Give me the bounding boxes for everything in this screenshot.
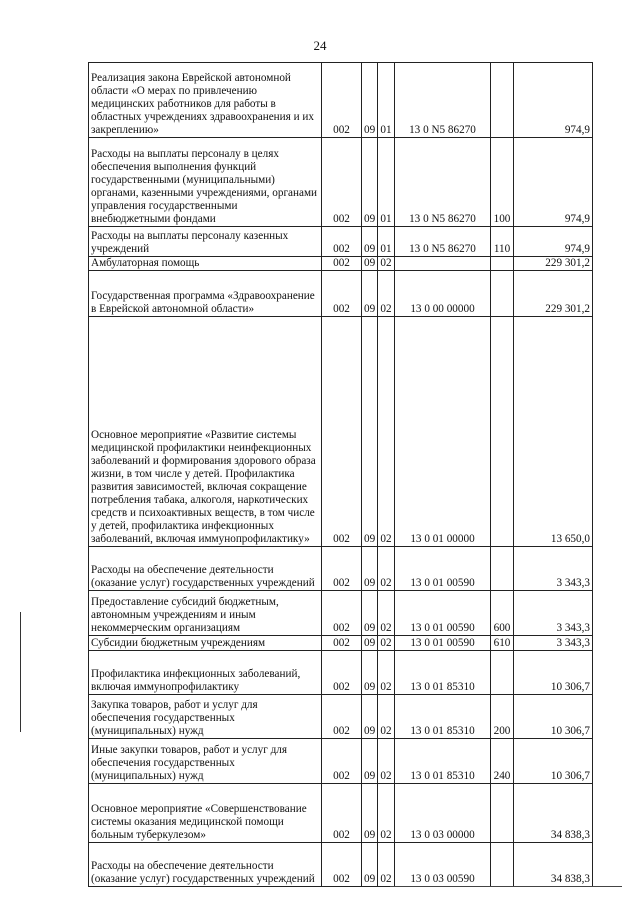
- row-expense-type-code: [491, 317, 514, 547]
- row-sum: 10 306,7: [514, 695, 593, 739]
- table-row: [89, 271, 593, 317]
- table-row: [89, 257, 593, 271]
- row-ministry-code: 002: [322, 843, 362, 887]
- row-target-code: 13 0 N5 86270: [395, 63, 491, 138]
- row-name: Основное мероприятие «Совершенствование системы оказания медицинской помощи больным туберкулезом»: [89, 784, 322, 843]
- table-row: [89, 843, 593, 887]
- row-section-code: 09: [362, 695, 378, 739]
- table-row: [89, 739, 593, 784]
- row-subsection-code: 02: [378, 271, 395, 317]
- row-target-code: 13 0 N5 86270: [395, 138, 491, 227]
- row-target-code: 13 0 03 00590: [395, 843, 491, 887]
- row-ministry-code: 002: [322, 591, 362, 636]
- row-section-code: 09: [362, 547, 378, 591]
- table-row: [89, 636, 593, 651]
- row-section-code: 09: [362, 257, 378, 271]
- row-ministry-code: 002: [322, 257, 362, 271]
- row-name: Иные закупки товаров, работ и услуг для обеспечения государственных (муниципальных) нужд: [89, 739, 322, 784]
- row-ministry-code: 002: [322, 138, 362, 227]
- row-name: Закупка товаров, работ и услуг для обеспечения государственных (муниципальных) нужд: [89, 695, 322, 739]
- table-row: [89, 317, 593, 547]
- row-subsection-code: 01: [378, 63, 395, 138]
- table-row: [89, 547, 593, 591]
- row-name: Профилактика инфекционных заболеваний, включая иммунопрофилактику: [89, 651, 322, 695]
- row-section-code: 09: [362, 591, 378, 636]
- row-target-code: 13 0 01 85310: [395, 695, 491, 739]
- row-expense-type-code: [491, 651, 514, 695]
- row-ministry-code: 002: [322, 227, 362, 257]
- row-sum: 3 343,3: [514, 636, 593, 651]
- row-name: Расходы на выплаты персоналу казенных учреждений: [89, 227, 322, 257]
- row-name: Реализация закона Еврейской автономной области «О мерах по привлечению медицинских работников для работы в областных учреждениях здравоохранения и их закреплению»: [89, 63, 322, 138]
- row-sum: 34 838,3: [514, 784, 593, 843]
- budget-table: [88, 62, 593, 887]
- budget-table-body: [89, 63, 593, 887]
- row-section-code: 09: [362, 227, 378, 257]
- row-expense-type-code: [491, 784, 514, 843]
- row-name: Государственная программа «Здравоохранение в Еврейской автономной области»: [89, 271, 322, 317]
- row-subsection-code: 02: [378, 636, 395, 651]
- row-name: Субсидии бюджетным учреждениям: [89, 636, 322, 651]
- row-sum: 229 301,2: [514, 257, 593, 271]
- row-expense-type-code: [491, 547, 514, 591]
- row-section-code: 09: [362, 636, 378, 651]
- table-row: [89, 784, 593, 843]
- row-target-code: 13 0 01 00590: [395, 591, 491, 636]
- row-sum: 974,9: [514, 227, 593, 257]
- row-ministry-code: 002: [322, 63, 362, 138]
- row-ministry-code: 002: [322, 271, 362, 317]
- row-target-code: 13 0 01 00000: [395, 317, 491, 547]
- row-section-code: 09: [362, 739, 378, 784]
- table-row: [89, 63, 593, 138]
- row-subsection-code: 02: [378, 547, 395, 591]
- row-expense-type-code: [491, 271, 514, 317]
- row-subsection-code: 02: [378, 591, 395, 636]
- row-sum: 3 343,3: [514, 591, 593, 636]
- row-expense-type-code: [491, 63, 514, 138]
- row-expense-type-code: 200: [491, 695, 514, 739]
- row-expense-type-code: [491, 257, 514, 271]
- row-target-code: 13 0 01 85310: [395, 651, 491, 695]
- scan-bottom-line: [390, 886, 622, 887]
- row-ministry-code: 002: [322, 547, 362, 591]
- row-sum: 974,9: [514, 63, 593, 138]
- row-subsection-code: 02: [378, 843, 395, 887]
- row-target-code: 13 0 01 85310: [395, 739, 491, 784]
- row-subsection-code: 02: [378, 651, 395, 695]
- table-row: [89, 651, 593, 695]
- row-section-code: 09: [362, 63, 378, 138]
- row-sum: 10 306,7: [514, 739, 593, 784]
- row-subsection-code: 02: [378, 784, 395, 843]
- row-ministry-code: 002: [322, 636, 362, 651]
- row-ministry-code: 002: [322, 739, 362, 784]
- row-section-code: 09: [362, 784, 378, 843]
- row-ministry-code: 002: [322, 651, 362, 695]
- row-target-code: 13 0 N5 86270: [395, 227, 491, 257]
- row-subsection-code: 02: [378, 739, 395, 784]
- row-expense-type-code: [491, 843, 514, 887]
- table-row: [89, 695, 593, 739]
- row-sum: 10 306,7: [514, 651, 593, 695]
- row-subsection-code: 02: [378, 257, 395, 271]
- row-sum: 34 838,3: [514, 843, 593, 887]
- row-section-code: 09: [362, 843, 378, 887]
- row-sum: 13 650,0: [514, 317, 593, 547]
- row-section-code: 09: [362, 651, 378, 695]
- row-name: Расходы на обеспечение деятельности (оказание услуг) государственных учреждений: [89, 843, 322, 887]
- row-section-code: 09: [362, 317, 378, 547]
- row-expense-type-code: 610: [491, 636, 514, 651]
- row-expense-type-code: 240: [491, 739, 514, 784]
- row-expense-type-code: 100: [491, 138, 514, 227]
- row-sum: 974,9: [514, 138, 593, 227]
- row-subsection-code: 01: [378, 138, 395, 227]
- row-subsection-code: 01: [378, 227, 395, 257]
- row-target-code: 13 0 01 00590: [395, 547, 491, 591]
- table-row: [89, 227, 593, 257]
- row-name: Расходы на обеспечение деятельности (оказание услуг) государственных учреждений: [89, 547, 322, 591]
- table-row: [89, 138, 593, 227]
- row-name: Расходы на выплаты персоналу в целях обеспечения выполнения функций государственными (муниципальными) органами, казенными учреждениями, органами управления государственными внебюджетными фондами: [89, 138, 322, 227]
- row-ministry-code: 002: [322, 784, 362, 843]
- row-subsection-code: 02: [378, 695, 395, 739]
- row-ministry-code: 002: [322, 317, 362, 547]
- table-row: [89, 591, 593, 636]
- row-section-code: 09: [362, 138, 378, 227]
- row-target-code: 13 0 03 00000: [395, 784, 491, 843]
- row-sum: 3 343,3: [514, 547, 593, 591]
- row-target-code: 13 0 01 00590: [395, 636, 491, 651]
- row-name: Амбулаторная помощь: [89, 257, 322, 271]
- row-expense-type-code: 110: [491, 227, 514, 257]
- row-target-code: 13 0 00 00000: [395, 271, 491, 317]
- row-target-code: [395, 257, 491, 271]
- row-sum: 229 301,2: [514, 271, 593, 317]
- row-ministry-code: 002: [322, 695, 362, 739]
- row-expense-type-code: 600: [491, 591, 514, 636]
- page-number: 24: [313, 38, 327, 53]
- row-name: Предоставление субсидий бюджетным, автономным учреждениям и иным некоммерческим организациям: [89, 591, 322, 636]
- scan-margin-line: [20, 612, 21, 732]
- row-subsection-code: 02: [378, 317, 395, 547]
- row-name: Основное мероприятие «Развитие системы медицинской профилактики неинфекционных заболеваний и формирования здорового образа жизни, в том числе у детей. Профилактика развития зависимостей, включая сокращение потребления табака, алкоголя, наркотических средств и психоактивных веществ, в том числе у детей, профилактика инфекционных заболеваний, включая иммунопрофилактику»: [89, 317, 322, 547]
- row-section-code: 09: [362, 271, 378, 317]
